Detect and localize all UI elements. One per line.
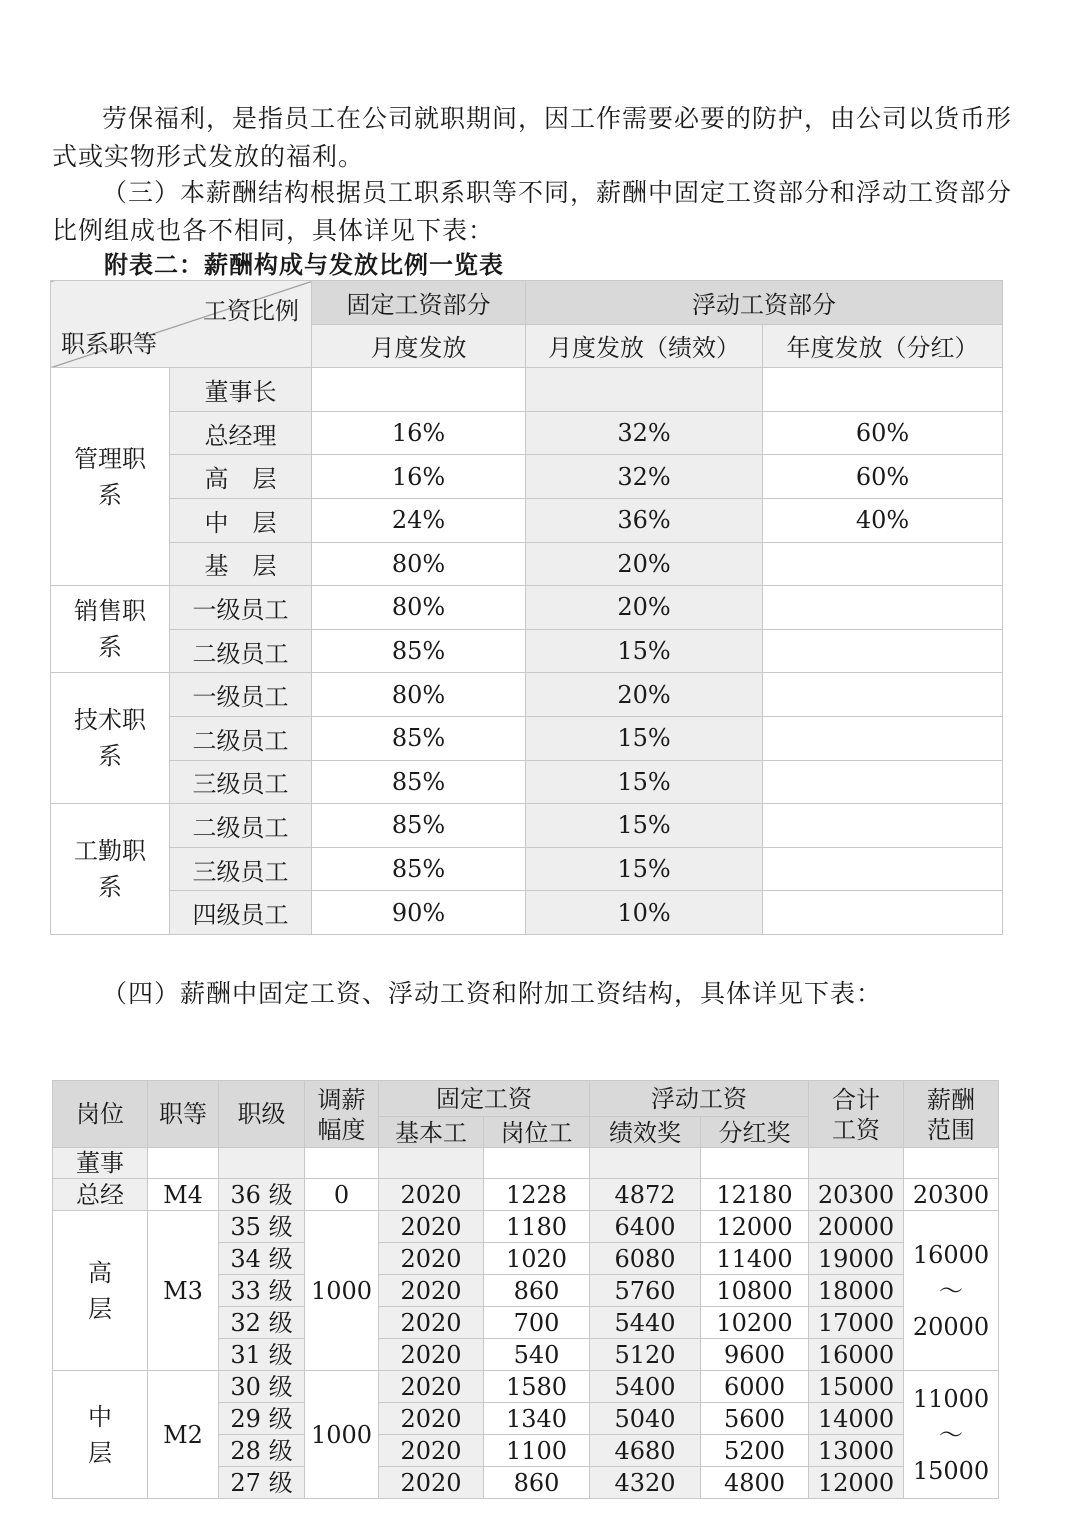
base-cell: 2020	[379, 1467, 484, 1499]
position-cell: 700	[484, 1307, 590, 1339]
dividend-cell: 9600	[701, 1339, 809, 1371]
post-cell: 董事	[53, 1148, 148, 1179]
performance-ratio-cell: 15%	[526, 716, 763, 760]
header-rank: 职等	[148, 1081, 219, 1148]
base-cell: 2020	[379, 1307, 484, 1339]
grade-cell: 33 级	[219, 1275, 305, 1307]
table-row	[53, 1148, 999, 1179]
position-cell: 1020	[484, 1243, 590, 1275]
fixed-ratio-cell: 85%	[312, 716, 526, 760]
adjustment-cell: 0	[305, 1179, 379, 1211]
position-cell: 860	[484, 1467, 590, 1499]
grade-cell: 30 级	[219, 1371, 305, 1403]
performance-cell: 6080	[590, 1243, 701, 1275]
performance-cell: 5400	[590, 1371, 701, 1403]
performance-ratio-cell	[526, 368, 763, 412]
header-base-wage: 基本工	[379, 1117, 484, 1148]
corner-header-top: 工资比例	[203, 297, 299, 325]
base-cell: 2020	[379, 1339, 484, 1371]
table-row	[51, 673, 1003, 717]
dividend-cell: 10200	[701, 1307, 809, 1339]
monthly-fixed-header: 月度发放	[312, 324, 526, 368]
performance-cell: 5040	[590, 1403, 701, 1435]
position-cell: 1580	[484, 1371, 590, 1403]
table-row	[51, 411, 1003, 455]
dividend-ratio-cell	[763, 891, 1003, 935]
header-range: 薪酬 范围	[904, 1081, 999, 1148]
performance-cell: 4680	[590, 1435, 701, 1467]
grade-cell: 29 级	[219, 1403, 305, 1435]
rank-cell: M4	[148, 1179, 219, 1211]
table-row	[53, 1179, 999, 1211]
performance-cell: 5760	[590, 1275, 701, 1307]
grade-cell: 36 级	[219, 1179, 305, 1211]
total-cell	[809, 1148, 904, 1179]
level-cell: 中 层	[170, 498, 312, 542]
fixed-ratio-cell: 85%	[312, 760, 526, 804]
fixed-ratio-cell: 16%	[312, 455, 526, 499]
performance-ratio-cell: 15%	[526, 804, 763, 848]
dividend-ratio-cell	[763, 673, 1003, 717]
post-cell: 总经	[53, 1179, 148, 1211]
performance-cell: 5120	[590, 1339, 701, 1371]
group-label-sales: 销售职 系	[51, 586, 170, 673]
fixed-ratio-cell: 16%	[312, 411, 526, 455]
performance-ratio-cell: 15%	[526, 760, 763, 804]
table1-caption: 附表二：薪酬构成与发放比例一览表	[104, 250, 504, 279]
level-cell: 三级员工	[170, 847, 312, 891]
performance-ratio-cell: 32%	[526, 411, 763, 455]
table-row	[51, 368, 1003, 412]
header-floating-wage: 浮动工资	[590, 1081, 809, 1117]
level-cell: 一级员工	[170, 673, 312, 717]
performance-ratio-cell: 20%	[526, 542, 763, 586]
dividend-ratio-cell	[763, 847, 1003, 891]
base-cell: 2020	[379, 1243, 484, 1275]
group-label-service: 工勤职 系	[51, 804, 170, 935]
fixed-ratio-cell	[312, 368, 526, 412]
dividend-cell: 11400	[701, 1243, 809, 1275]
fixed-ratio-cell: 85%	[312, 847, 526, 891]
annual-dividend-header: 年度发放（分红）	[763, 324, 1003, 368]
position-cell	[484, 1148, 590, 1179]
fixed-ratio-cell: 85%	[312, 629, 526, 673]
header-dividend-bonus: 分红奖	[701, 1117, 809, 1148]
dividend-ratio-cell: 60%	[763, 455, 1003, 499]
fixed-ratio-cell: 85%	[312, 804, 526, 848]
table-row	[51, 542, 1003, 586]
floating-wage-header: 浮动工资部分	[526, 281, 1003, 325]
dividend-cell: 10800	[701, 1275, 809, 1307]
total-cell: 12000	[809, 1467, 904, 1499]
table-row	[51, 804, 1003, 848]
performance-ratio-cell: 15%	[526, 629, 763, 673]
position-cell: 540	[484, 1339, 590, 1371]
total-cell: 14000	[809, 1403, 904, 1435]
rank-cell	[148, 1148, 219, 1179]
total-cell: 17000	[809, 1307, 904, 1339]
dividend-ratio-cell	[763, 629, 1003, 673]
level-cell: 基 层	[170, 542, 312, 586]
header-grade: 职级	[219, 1081, 305, 1148]
base-cell: 2020	[379, 1275, 484, 1307]
table-row	[51, 498, 1003, 542]
performance-ratio-cell: 32%	[526, 455, 763, 499]
position-cell: 1180	[484, 1211, 590, 1243]
wage-structure-table	[52, 1080, 999, 1499]
dividend-ratio-cell	[763, 368, 1003, 412]
group-label-management: 管理职 系	[51, 368, 170, 586]
level-cell: 总经理	[170, 411, 312, 455]
base-cell: 2020	[379, 1179, 484, 1211]
grade-cell: 34 级	[219, 1243, 305, 1275]
dividend-ratio-cell	[763, 804, 1003, 848]
header-adjustment: 调薪 幅度	[305, 1081, 379, 1148]
dividend-cell: 12000	[701, 1211, 809, 1243]
table-row	[51, 629, 1003, 673]
rank-cell-middle: M2	[148, 1371, 219, 1499]
dividend-cell	[701, 1148, 809, 1179]
total-cell: 13000	[809, 1435, 904, 1467]
fixed-ratio-cell: 80%	[312, 586, 526, 630]
performance-ratio-cell: 20%	[526, 586, 763, 630]
header-fixed-wage: 固定工资	[379, 1081, 590, 1117]
grade-cell: 32 级	[219, 1307, 305, 1339]
dividend-cell: 12180	[701, 1179, 809, 1211]
table-row	[51, 716, 1003, 760]
paragraph-wage-structure: （四）薪酬中固定工资、浮动工资和附加工资结构，具体详见下表：	[102, 979, 883, 1008]
performance-ratio-cell: 36%	[526, 498, 763, 542]
range-cell-middle: 11000 ～ 15000	[904, 1371, 999, 1499]
level-cell: 一级员工	[170, 586, 312, 630]
table-row	[51, 847, 1003, 891]
monthly-performance-header: 月度发放（绩效）	[526, 324, 763, 368]
level-cell: 二级员工	[170, 716, 312, 760]
performance-ratio-cell: 20%	[526, 673, 763, 717]
dividend-ratio-cell: 40%	[763, 498, 1003, 542]
total-cell: 16000	[809, 1339, 904, 1371]
level-cell: 二级员工	[170, 629, 312, 673]
fixed-ratio-cell: 80%	[312, 542, 526, 586]
base-cell: 2020	[379, 1435, 484, 1467]
position-cell: 1100	[484, 1435, 590, 1467]
total-cell: 18000	[809, 1275, 904, 1307]
position-cell: 860	[484, 1275, 590, 1307]
level-cell: 董事长	[170, 368, 312, 412]
header-total: 合计 工资	[809, 1081, 904, 1148]
dividend-cell: 6000	[701, 1371, 809, 1403]
base-cell: 2020	[379, 1371, 484, 1403]
grade-cell: 35 级	[219, 1211, 305, 1243]
table-row	[51, 455, 1003, 499]
adjustment-cell-middle: 1000	[305, 1371, 379, 1499]
position-cell: 1228	[484, 1179, 590, 1211]
position-cell: 1340	[484, 1403, 590, 1435]
total-cell: 20300	[809, 1179, 904, 1211]
adjustment-cell-senior: 1000	[305, 1211, 379, 1371]
performance-cell: 4320	[590, 1467, 701, 1499]
performance-ratio-cell: 10%	[526, 891, 763, 935]
table-row	[53, 1371, 999, 1403]
corner-header-bottom: 职系职等	[61, 330, 157, 359]
dividend-cell: 5200	[701, 1435, 809, 1467]
performance-ratio-cell: 15%	[526, 847, 763, 891]
fixed-ratio-cell: 80%	[312, 673, 526, 717]
base-cell	[379, 1148, 484, 1179]
dividend-ratio-cell	[763, 760, 1003, 804]
header-post: 岗位	[53, 1081, 148, 1148]
table-row	[51, 891, 1003, 935]
table-row	[51, 586, 1003, 630]
range-cell: 20300	[904, 1179, 999, 1211]
grade-cell: 27 级	[219, 1467, 305, 1499]
paragraph-labor-welfare: 劳保福利，是指员工在公司就职期间，因工作需要必要的防护，由公司以货币形式或实物形式发放的福利。	[52, 104, 1013, 171]
corner-header	[51, 281, 312, 368]
fixed-ratio-cell: 90%	[312, 891, 526, 935]
table-row	[53, 1211, 999, 1243]
level-cell: 四级员工	[170, 891, 312, 935]
dividend-ratio-cell	[763, 586, 1003, 630]
fixed-ratio-cell: 24%	[312, 498, 526, 542]
post-cell-senior: 高 层	[53, 1211, 148, 1371]
level-cell: 高 层	[170, 455, 312, 499]
dividend-cell: 5600	[701, 1403, 809, 1435]
base-cell: 2020	[379, 1403, 484, 1435]
range-cell-senior: 16000 ～ 20000	[904, 1211, 999, 1371]
dividend-ratio-cell	[763, 542, 1003, 586]
performance-cell: 5440	[590, 1307, 701, 1339]
header-position-wage: 岗位工	[484, 1117, 590, 1148]
range-cell	[904, 1148, 999, 1179]
performance-cell	[590, 1148, 701, 1179]
dividend-ratio-cell: 60%	[763, 411, 1003, 455]
performance-cell: 6400	[590, 1211, 701, 1243]
level-cell: 二级员工	[170, 804, 312, 848]
performance-cell: 4872	[590, 1179, 701, 1211]
dividend-cell: 4800	[701, 1467, 809, 1499]
post-cell-middle: 中 层	[53, 1371, 148, 1499]
level-cell: 三级员工	[170, 760, 312, 804]
grade-cell: 31 级	[219, 1339, 305, 1371]
base-cell: 2020	[379, 1211, 484, 1243]
grade-cell: 28 级	[219, 1435, 305, 1467]
grade-cell	[219, 1148, 305, 1179]
dividend-ratio-cell	[763, 716, 1003, 760]
adjustment-cell	[305, 1148, 379, 1179]
total-cell: 19000	[809, 1243, 904, 1275]
header-performance-bonus: 绩效奖	[590, 1117, 701, 1148]
paragraph-salary-structure: （三）本薪酬结构根据员工职系职等不同，薪酬中固定工资部分和浮动工资部分比例组成也各不相同，具体详见下表：	[52, 178, 1013, 245]
rank-cell-senior: M3	[148, 1211, 219, 1371]
group-label-technical: 技术职 系	[51, 673, 170, 804]
table-row	[51, 760, 1003, 804]
salary-ratio-table	[50, 280, 1003, 935]
fixed-wage-header: 固定工资部分	[312, 281, 526, 325]
total-cell: 20000	[809, 1211, 904, 1243]
total-cell: 15000	[809, 1371, 904, 1403]
